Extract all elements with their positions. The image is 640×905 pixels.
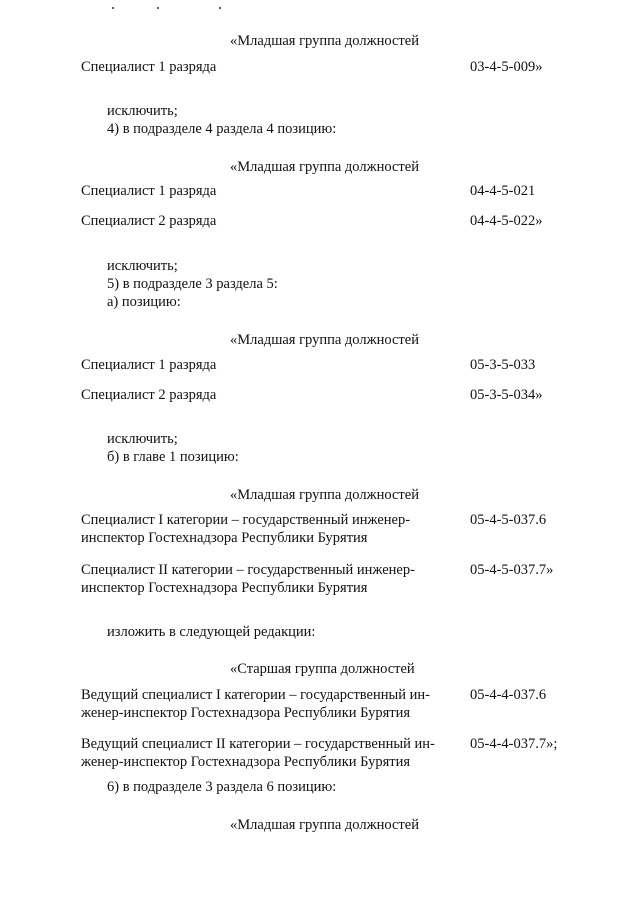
position-code: 05-4-5-037.7» bbox=[470, 562, 554, 578]
position-title: Специалист 1 разряда bbox=[81, 183, 217, 199]
paragraph-line: 5) в подразделе 3 раздела 5: bbox=[107, 276, 278, 292]
paragraph-line: исключить; bbox=[107, 431, 178, 447]
paragraph-line: 6) в подразделе 3 раздела 6 позицию: bbox=[107, 779, 337, 795]
paragraph-line: б) в главе 1 позицию: bbox=[107, 449, 239, 465]
position-code: 05-4-4-037.6 bbox=[470, 687, 547, 703]
paragraph-line: исключить; bbox=[107, 258, 178, 274]
group-heading: «Младшая группа должностей bbox=[230, 332, 419, 348]
group-heading: «Младшая группа должностей bbox=[230, 159, 419, 175]
position-code: 03-4-5-009» bbox=[470, 59, 543, 75]
position-title: Ведущий специалист II категории – государственный ин- bbox=[81, 736, 435, 752]
group-heading: «Младшая группа должностей bbox=[230, 33, 419, 49]
position-code: 05-3-5-034» bbox=[470, 387, 543, 403]
group-heading: «Старшая группа должностей bbox=[230, 661, 415, 677]
position-title: Специалист II категории – государственный инженер- bbox=[81, 562, 415, 578]
paragraph-line: а) позицию: bbox=[107, 294, 181, 310]
position-title: Специалист 2 разряда bbox=[81, 213, 217, 229]
position-title: женер-инспектор Гостехнадзора Республики Бурятия bbox=[81, 705, 411, 721]
position-title: женер-инспектор Гостехнадзора Республики Бурятия bbox=[81, 754, 411, 770]
position-title: Специалист 1 разряда bbox=[81, 59, 217, 75]
paragraph-line: 4) в подразделе 4 раздела 4 позицию: bbox=[107, 121, 337, 137]
position-code: 04-4-5-022» bbox=[470, 213, 543, 229]
scan-artifact bbox=[112, 7, 114, 9]
position-title: инспектор Гостехнадзора Республики Бурятия bbox=[81, 580, 368, 596]
position-code: 05-4-4-037.7»; bbox=[470, 736, 558, 752]
position-title: Ведущий специалист I категории – государственный ин- bbox=[81, 687, 430, 703]
position-code: 04-4-5-021 bbox=[470, 183, 536, 199]
position-title: инспектор Гостехнадзора Республики Бурятия bbox=[81, 530, 368, 546]
scan-artifact bbox=[157, 7, 159, 9]
position-title: Специалист 1 разряда bbox=[81, 357, 217, 373]
position-title: Специалист I категории – государственный инженер- bbox=[81, 512, 411, 528]
group-heading: «Младшая группа должностей bbox=[230, 487, 419, 503]
paragraph-line: изложить в следующей редакции: bbox=[107, 624, 316, 640]
group-heading: «Младшая группа должностей bbox=[230, 817, 419, 833]
scan-artifact bbox=[219, 7, 221, 9]
paragraph-line: исключить; bbox=[107, 103, 178, 119]
position-title: Специалист 2 разряда bbox=[81, 387, 217, 403]
position-code: 05-3-5-033 bbox=[470, 357, 536, 373]
position-code: 05-4-5-037.6 bbox=[470, 512, 547, 528]
